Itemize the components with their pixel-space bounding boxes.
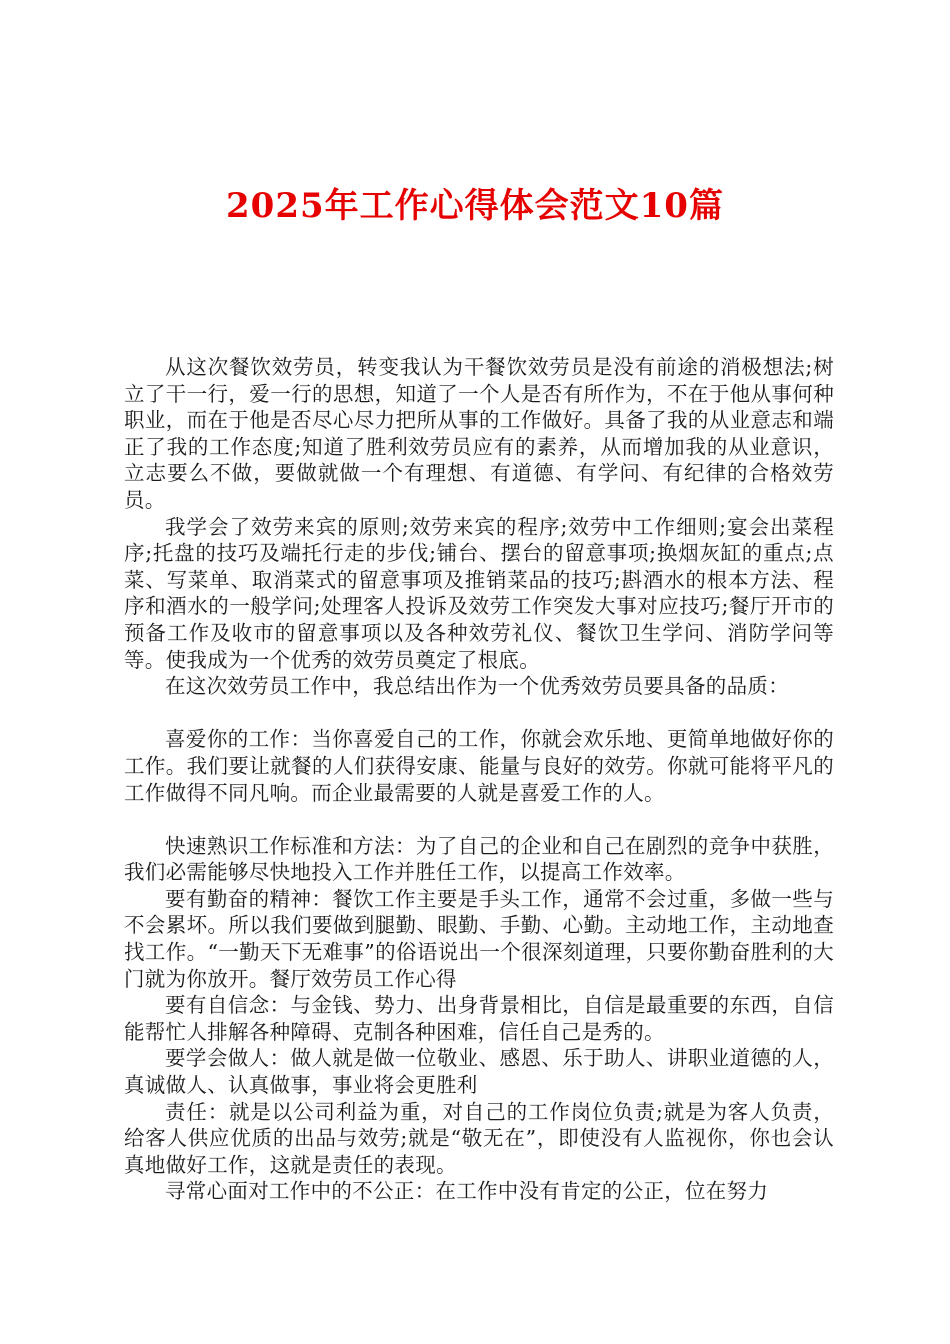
paragraph-1: 从这次餐饮效劳员，转变我认为干餐饮效劳员是没有前途的消极想法;树立了干一行，爱一行的思想，知道了一个人是否有所作为，不在于他从事何种职业，而在于他是否尽心尽力把所从事的工作做好。具备了我的从业意志和端正了我的工作态度;知道了胜利效劳员应有的素养，从而增加我的从业意识，立志要么不做，要做就做一个有理想、有道德、有学问、有纪律的合格效劳员。 — [124, 355, 834, 512]
paragraph-8: 要学会做人：做人就是做一位敬业、感恩、乐于助人、讲职业道德的人，真诚做人、认真做事，事业将会更胜利 — [124, 1046, 834, 1098]
document-title: 2025年工作心得体会范文10篇 — [226, 186, 724, 226]
paragraph-9: 责任：就是以公司利益为重，对自己的工作岗位负责;就是为客人负责，给客人供应优质的出品与效劳;就是“敬无在”，即使没有人监视你，你也会认真地做好工作，这就是责任的表现。 — [124, 1099, 834, 1177]
paragraph-4: 喜爱你的工作：当你喜爱自己的工作，你就会欢乐地、更简单地做好你的工作。我们要让就餐的人们获得安康、能量与良好的效劳。你就可能将平凡的工作做得不同凡响。而企业最需要的人就是喜爱工作的人。 — [124, 727, 834, 805]
paragraph-6: 要有勤奋的精神：餐饮工作主要是手头工作，通常不会过重，多做一些与不会累坏。所以我们要做到腿勤、眼勤、手勤、心勤。主动地工作，主动地查找工作。“一勤天下无难事”的俗语说出一个很深刻道理，只要你勤奋胜利的大门就为你放开。餐厅效劳员工作心得 — [124, 886, 834, 991]
paragraph-3: 在这次效劳员工作中，我总结出作为一个优秀效劳员要具备的品质： — [165, 674, 789, 699]
paragraph-10: 寻常心面对工作中的不公正：在工作中没有肯定的公正，位在努力 — [165, 1179, 769, 1204]
paragraph-2: 我学会了效劳来宾的原则;效劳来宾的程序;效劳中工作细则;宴会出菜程序;托盘的技巧及端托行走的步伐;铺台、摆台的留意事项;换烟灰缸的重点;点菜、写菜单、取消菜式的留意事项及推销菜品的技巧;斟酒水的根本方法、程序和酒水的一般学问;处理客人投诉及效劳工作突发大事对应技巧;餐厅开市的预备工作及收市的留意事项以及各种效劳礼仪、餐饮卫生学问、消防学问等等。使我成为一个优秀的效劳员奠定了根底。 — [124, 514, 834, 672]
document-body — [124, 354, 834, 1205]
paragraph-5: 快速熟识工作标准和方法：为了自己的企业和自己在剧烈的竞争中获胜，我们必需能够尽快地投入工作并胜任工作，以提高工作效率。 — [124, 833, 834, 885]
paragraph-7: 要有自信念：与金钱、势力、出身背景相比，自信是最重要的东西，自信能帮忙人排解各种障碍、克制各种困难，信任自己是秀的。 — [124, 993, 834, 1044]
